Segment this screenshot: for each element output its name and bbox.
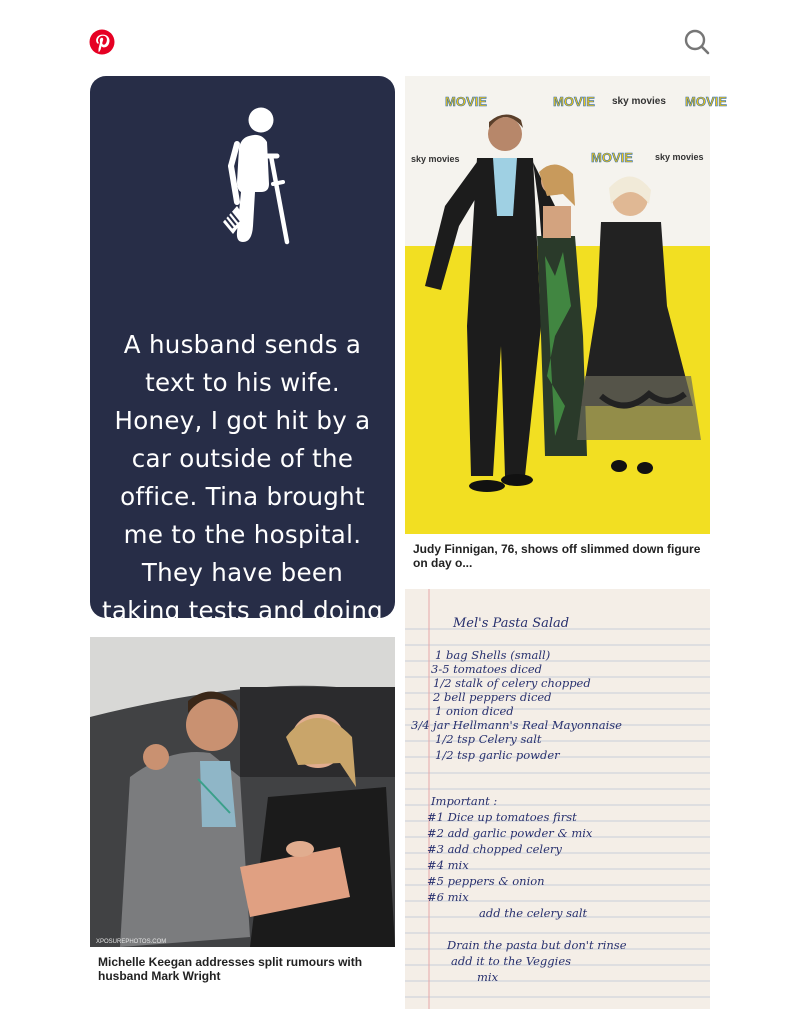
pin-joke-text: A husband sends a text to his wife. Honey, I got hit by a car outside of the office. Tina brought me to the hospital. They have been taking tests and doing: [102, 330, 383, 625]
recipe-step: #2 add garlic powder & mix: [427, 826, 593, 840]
backdrop-logo: sky movies: [612, 96, 666, 107]
couple-in-car-photo: [90, 637, 395, 947]
recipe-step: #5 peppers & onion: [427, 874, 545, 888]
pin-image-judy-finnigan[interactable]: [405, 76, 727, 534]
backdrop-logo: sky movies: [411, 154, 460, 164]
pinterest-logo-icon[interactable]: [89, 29, 115, 55]
pin-caption[interactable]: Judy Finnigan, 76, shows off slimmed down figure on day o...: [413, 542, 701, 570]
recipe-ingredient: 1/2 tsp garlic powder: [435, 748, 560, 762]
handwritten-recipe-photo: [405, 589, 710, 1009]
backdrop-logo: MOVIE: [685, 94, 727, 109]
recipe-step: #6 mix: [427, 890, 469, 904]
recipe-note: mix: [477, 970, 499, 984]
pin-caption[interactable]: Michelle Keegan addresses split rumours with husband Mark Wright: [98, 955, 363, 983]
recipe-ingredient: 3-5 tomatoes diced: [431, 662, 543, 676]
recipe-ingredient: 1/2 tsp Celery salt: [435, 732, 542, 746]
backdrop-logo: MOVIE: [445, 94, 487, 109]
pin-joke-card[interactable]: [90, 76, 395, 625]
recipe-step: #4 mix: [427, 858, 469, 872]
photo-watermark: XPOSUREPHOTOS.COM: [96, 939, 167, 945]
recipe-step: add the celery salt: [479, 906, 588, 920]
pin-image-michelle-keegan[interactable]: [90, 637, 395, 947]
recipe-title: Mel's Pasta Salad: [453, 616, 570, 631]
backdrop-logo: MOVIE: [591, 150, 633, 165]
recipe-step: #1 Dice up tomatoes first: [427, 810, 577, 824]
person-on-crutches-icon: [203, 106, 293, 246]
recipe-ingredient: 2 bell peppers diced: [433, 690, 552, 704]
red-carpet-photo: [405, 76, 727, 534]
recipe-ingredient: 3/4 jar Hellmann's Real Mayonnaise: [411, 718, 622, 732]
recipe-note: add it to the Veggies: [451, 954, 572, 968]
recipe-important-label: Important :: [431, 794, 498, 808]
recipe-step: #3 add chopped celery: [427, 842, 562, 856]
recipe-ingredient: 1 onion diced: [435, 704, 514, 718]
recipe-ingredient: 1 bag Shells (small): [435, 648, 551, 662]
recipe-note: Drain the pasta but don't rinse: [447, 938, 627, 952]
search-icon: [683, 28, 711, 56]
search-button[interactable]: [683, 28, 711, 56]
backdrop-logo: MOVIE: [553, 94, 595, 109]
pin-image-recipe[interactable]: [405, 589, 710, 1009]
backdrop-logo: sky movies: [655, 152, 704, 162]
recipe-ingredient: 1/2 stalk of celery chopped: [433, 676, 591, 690]
